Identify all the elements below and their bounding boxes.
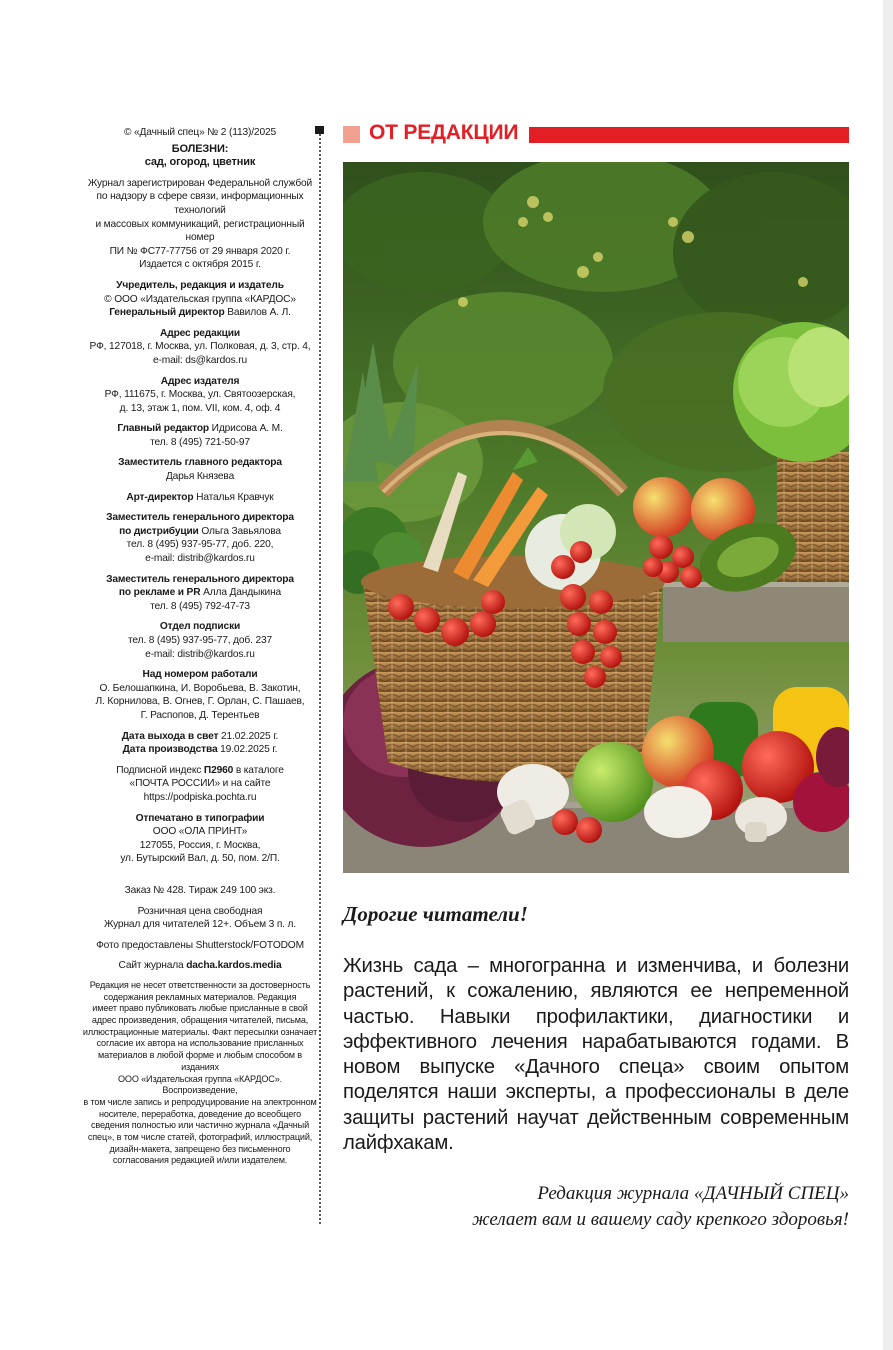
legal-line: согласие их автора на использование присланных (96, 1038, 304, 1049)
registration-line: по надзору в сфере связи, информационных технологий (96, 191, 304, 216)
site-label: Сайт журнала (118, 960, 184, 972)
issue-topic-title: БОЛЕЗНИ: (171, 142, 229, 155)
header-square-marker (343, 126, 360, 143)
editorial-address-label: Адрес редакции (160, 327, 240, 339)
dates-block (82, 730, 318, 757)
legal-line: спец», в том числе статей, фотографий, иллюстраций, (87, 1132, 313, 1143)
art-director-value: Наталья Кравчук (196, 491, 274, 503)
legal-line: в том числе запись и репродуцирование на электронном (83, 1096, 317, 1107)
founder-block (82, 279, 318, 320)
publisher-address-block (82, 375, 318, 416)
legal-line: иллюстрационные материалы. Факт пересылки означает (82, 1026, 318, 1037)
registration-info (82, 177, 318, 272)
chief-editor-value: Идрисова А. М. (211, 423, 283, 435)
order-line: Заказ № 428. Тираж 249 100 экз. (124, 884, 276, 896)
legal-line: сведения полностью или частично журнала «Дачный (91, 1120, 309, 1131)
publisher-address-label: Адрес издателя (160, 375, 240, 387)
site-link[interactable]: dacha.kardos.media (186, 960, 282, 972)
signature-line-2: желает вам и вашему саду крепкого здоровья! (472, 1209, 849, 1230)
editorial-address-block (82, 327, 318, 368)
team-block (82, 668, 318, 722)
chief-editor-phone: тел. 8 (495) 721-50-97 (150, 436, 250, 448)
founder-label: Учредитель, редакция и издатель (116, 279, 284, 291)
legal-line: содержания рекламных материалов. Редакция (103, 991, 297, 1002)
deputy-ads-label: Заместитель генерального директора (106, 573, 294, 585)
deputy-ads-value: Алла Дандыкина (203, 587, 282, 599)
gen-director-value: Вавилов А. Л. (227, 307, 291, 319)
header-red-bar (529, 127, 849, 143)
section-title: ОТ РЕДАКЦИИ (369, 121, 519, 144)
release-value: 21.02.2025 г. (221, 730, 279, 742)
legal-line: ООО «Издательская группа «КАРДОС». Воспроизведение, (118, 1073, 282, 1096)
column-divider-cap (315, 126, 324, 134)
order-block (82, 884, 318, 898)
column-divider (319, 134, 321, 1224)
age-line: Журнал для читателей 12+. Объем 3 п. л. (103, 919, 297, 931)
photo-credit-block (82, 939, 318, 953)
release-label: Дата выхода в свет (121, 730, 219, 742)
production-label: Дата производства (122, 744, 218, 756)
section-header (343, 121, 849, 147)
subscription-email: e-mail: distrib@kardos.ru (145, 648, 255, 660)
legal-line: материалов в любой форме и любым способом в изданиях (98, 1050, 302, 1072)
printed-line: 127055, Россия, г. Москва, (139, 839, 261, 851)
team-line: О. Белошапкина, И. Воробьева, В. Закотин, (99, 682, 301, 694)
legal-line: имеет право публиковать любые присланные в свой (92, 1003, 308, 1014)
subscription-index-code: П2960 (203, 764, 234, 776)
registration-line: Журнал зарегистрирован Федеральной службой (87, 177, 313, 189)
photo-credit: Фото предоставлены Shutterstock/FOTODOM (96, 939, 304, 951)
editorial-signature (343, 1181, 849, 1233)
legal-line: дизайн-макета, запрещено без письменного (109, 1143, 291, 1154)
subscription-url: https://podpiska.pochta.ru (143, 791, 257, 803)
printed-label: Отпечатано в типографии (135, 812, 265, 824)
subscription-block (82, 620, 318, 661)
vegetable-basket-photo (343, 162, 849, 873)
editorial-address-line: РФ, 127018, г. Москва, ул. Полковая, д. 3, стр. 4, (89, 341, 311, 353)
deputy-distrib-value: Ольга Завьялова (201, 525, 281, 537)
team-label: Над номером работали (142, 669, 258, 681)
subscription-phone: тел. 8 (495) 937-95-77, доб. 237 (127, 635, 272, 646)
imprint-column (82, 126, 318, 1174)
printed-line: ул. Бутырский Вал, д. 50, пом. 2/П. (120, 853, 280, 865)
deputy-ads-block (82, 573, 318, 614)
deputy-distrib-phone: тел. 8 (495) 937-95-77, доб. 220, (126, 539, 274, 551)
legal-notice (82, 980, 318, 1167)
legal-line: согласования редакцией и/или издателем. (112, 1155, 288, 1166)
legal-line: Редакция не несет ответственности за достоверность (89, 979, 311, 990)
page-edge-shade (883, 0, 893, 1350)
editorial-email: e-mail: ds@kardos.ru (153, 354, 247, 366)
subscription-index-post: в каталоге (235, 764, 284, 776)
team-line: Л. Корнилова, В. Огнев, Г. Орлан, С. Пашаев, (95, 696, 305, 708)
subscription-label: Отдел подписки (159, 621, 241, 633)
legal-line: адрес произведения, обращения читателей, письма, (91, 1014, 309, 1025)
price-block (82, 905, 318, 932)
deputy-distrib-email: e-mail: distrib@kardos.ru (145, 553, 255, 565)
founder-value: © ООО «Издательская группа «КАРДОС» (104, 293, 296, 305)
subscription-index-block (82, 764, 318, 805)
publisher-address-line: РФ, 111675, г. Москва, ул. Святоозерская, (104, 389, 296, 401)
registration-line: Издается с октября 2015 г. (139, 259, 261, 271)
printing-block (82, 812, 318, 866)
art-director-block (82, 491, 318, 505)
editorial-greeting: Дорогие читатели! (343, 902, 528, 926)
subscription-index-pre: Подписной индекс (116, 764, 202, 776)
deputy-ads-label: по рекламе и PR (118, 587, 201, 599)
price-line: Розничная цена свободная (137, 905, 263, 917)
issue-topic-subtitle: сад, огород, цветник (144, 156, 256, 169)
legal-line: носителе, переработка, доведение до всеобщего (98, 1108, 302, 1119)
production-value: 19.02.2025 г. (220, 744, 278, 756)
registration-line: ПИ № ФС77-77756 от 29 января 2020 г. (109, 245, 291, 257)
deputy-editor-value: Дарья Князева (165, 471, 235, 483)
art-director-label: Арт-директор (126, 491, 194, 503)
chief-editor-label: Главный редактор (117, 423, 209, 435)
site-block (82, 959, 318, 973)
deputy-editor-block (82, 456, 318, 483)
deputy-editor-label: Заместитель главного редактора (118, 457, 282, 469)
signature-line-1: Редакция журнала «ДАЧНЫЙ СПЕЦ» (537, 1183, 849, 1204)
team-line: Г. Распопов, Д. Терентьев (140, 709, 260, 721)
gen-director-label: Генеральный директор (109, 307, 225, 319)
registration-line: и массовых коммуникаций, регистрационный номер (95, 218, 305, 244)
deputy-ads-phone: тел. 8 (495) 792-47-73 (150, 600, 250, 612)
deputy-distrib-label: по дистрибуции (119, 525, 199, 537)
printed-line: ООО «ОЛА ПРИНТ» (152, 826, 248, 838)
chief-editor-block (82, 422, 318, 449)
publisher-address-line: д. 13, этаж 1, пом. VII, ком. 4, оф. 4 (119, 402, 281, 414)
deputy-distrib-block (82, 511, 318, 565)
issue-copyright: © «Дачный спец» № 2 (113)/2025 (123, 127, 276, 138)
deputy-distrib-label: Заместитель генерального директора (106, 512, 294, 524)
editorial-body: Жизнь сада – многогранна и изменчива, и болезни растений, к сожалению, являются ее непременной частью. Навыки профилактики, диагностики и эффективного лечения нарабатываются годами. В новом выпуске «Дачного спеца» своим опытом поделятся наши эксперты, а профессионалы в деле защиты растений научат действенным современным лайфхакам. (343, 955, 849, 1155)
subscription-index-line: «ПОЧТА РОССИИ» и на сайте (129, 778, 271, 790)
